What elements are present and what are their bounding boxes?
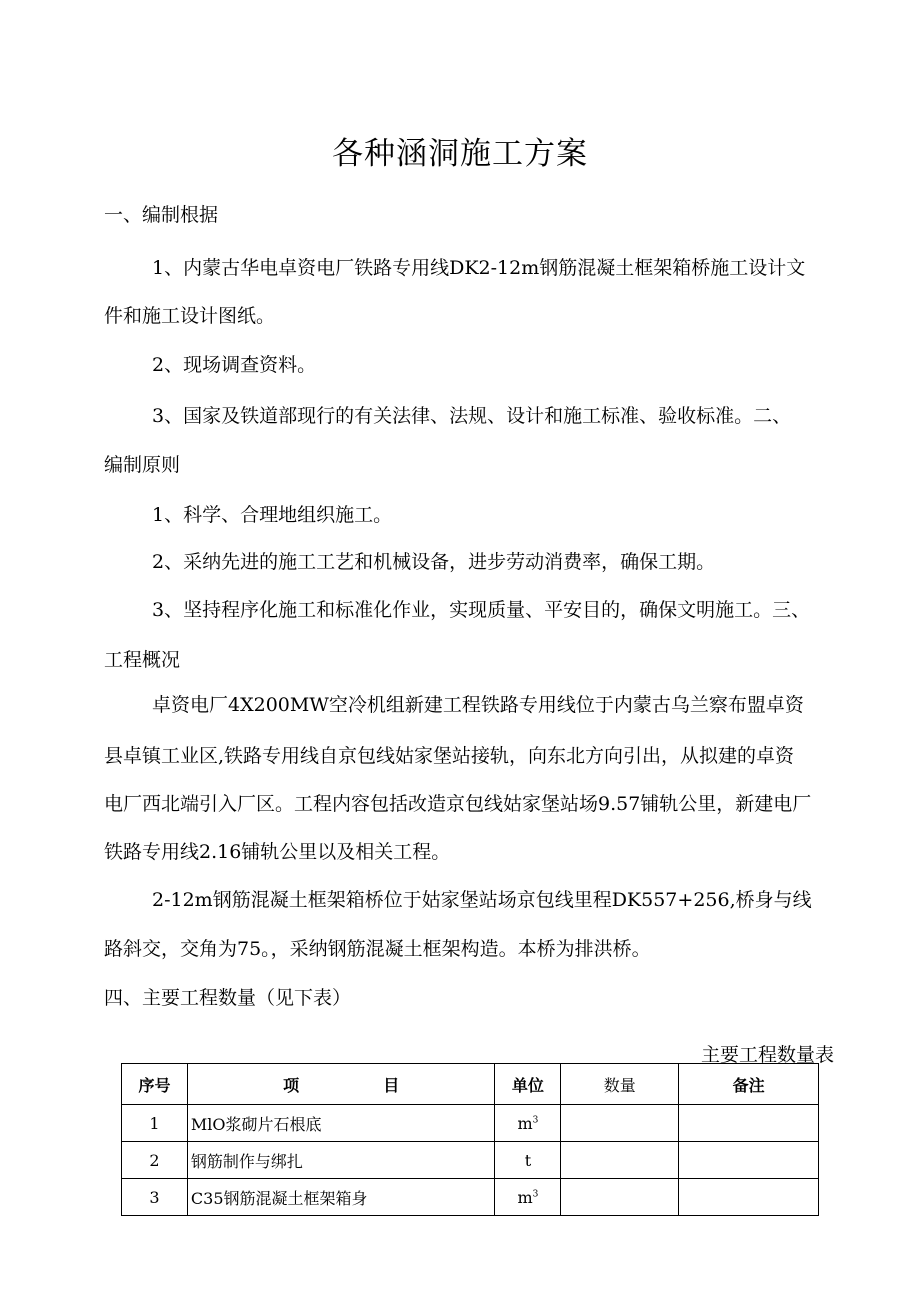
- paragraph-line: 电厂西北端引入厂区。工程内容包括改造京包线姑家堡站场9.57铺轨公里，新建电厂: [104, 793, 812, 815]
- row-item: MlO浆砌片石根底: [187, 1105, 495, 1142]
- paragraph-line: 1、科学、合理地组织施工。: [152, 504, 393, 526]
- section-heading-quantities: 四、主要工程数量（见下表）: [104, 987, 352, 1009]
- paragraph-line: 编制原则: [104, 454, 181, 476]
- section-heading-basis: 一、编制根据: [104, 204, 219, 226]
- row-no: 1: [122, 1105, 188, 1142]
- table-caption: 主要工程数量表: [700, 1044, 834, 1066]
- paragraph-line: 铁路专用线2.16铺轨公里以及相关工程。: [104, 841, 451, 863]
- quantity-table: [121, 1063, 819, 1216]
- header-note: 备注: [679, 1064, 819, 1105]
- unit-base: m: [517, 1187, 533, 1207]
- paragraph-line: 3、坚持程序化施工和标准化作业，实现质量、平安目的，确保文明施工。三、: [152, 599, 811, 621]
- paragraph-line: 2-12m钢筋混凝土框架箱桥位于姑家堡站场京包线里程DK557+256,桥身与线: [152, 889, 812, 911]
- row-qty: [561, 1142, 679, 1179]
- header-item-part1: 项: [283, 1075, 300, 1095]
- header-qty: 数量: [561, 1064, 679, 1105]
- header-unit: 单位: [495, 1064, 561, 1105]
- row-note: [679, 1179, 819, 1216]
- row-unit: [495, 1179, 561, 1216]
- paragraph-line: 1、内蒙古华电卓资电厂铁路专用线DK2-12m钢筋混凝土框架箱桥施工设计文: [152, 257, 806, 279]
- row-no: 3: [122, 1179, 188, 1216]
- page-title: 各种涵洞施工方案: [332, 136, 588, 172]
- row-unit: [495, 1105, 561, 1142]
- paragraph-line: 件和施工设计图纸。: [104, 305, 276, 327]
- row-note: [679, 1105, 819, 1142]
- row-qty: [561, 1179, 679, 1216]
- table-header-row: [122, 1064, 819, 1105]
- table-row: [122, 1142, 819, 1179]
- row-unit: [495, 1142, 561, 1179]
- row-item: C35钢筋混凝土框架箱身: [187, 1179, 495, 1216]
- row-item: 钢筋制作与绑扎: [187, 1142, 495, 1179]
- paragraph-line: 2、现场调查资料。: [152, 354, 317, 376]
- table-row: [122, 1179, 819, 1216]
- paragraph-line: 工程概况: [104, 649, 181, 671]
- row-note: [679, 1142, 819, 1179]
- table-row: [122, 1105, 819, 1142]
- paragraph-line: 3、国家及铁道部现行的有关法律、法规、设计和施工标准、验收标准。二、: [152, 405, 792, 427]
- row-no: 2: [122, 1142, 188, 1179]
- header-item-part2: 目: [383, 1075, 400, 1095]
- header-item: [187, 1064, 495, 1105]
- paragraph-line: 县卓镇工业区,铁路专用线自京包线姑家堡站接轨，向东北方向引出，从拟建的卓资: [104, 745, 795, 767]
- paragraph-line: 路斜交，交角为75。，采纳钢筋混凝土框架构造。本桥为排洪桥。: [104, 938, 651, 960]
- row-qty: [561, 1105, 679, 1142]
- unit-superscript: 3: [532, 1115, 539, 1126]
- unit-base: t: [524, 1150, 532, 1170]
- paragraph-line: 2、采纳先进的施工工艺和机械设备，进步劳动消费率，确保工期。: [152, 551, 716, 573]
- header-no: 序号: [122, 1064, 188, 1105]
- unit-base: m: [517, 1113, 533, 1133]
- paragraph-line: 卓资电厂4X200MW空冷机组新建工程铁路专用线位于内蒙古乌兰察布盟卓资: [152, 694, 804, 716]
- unit-superscript: 3: [532, 1189, 539, 1200]
